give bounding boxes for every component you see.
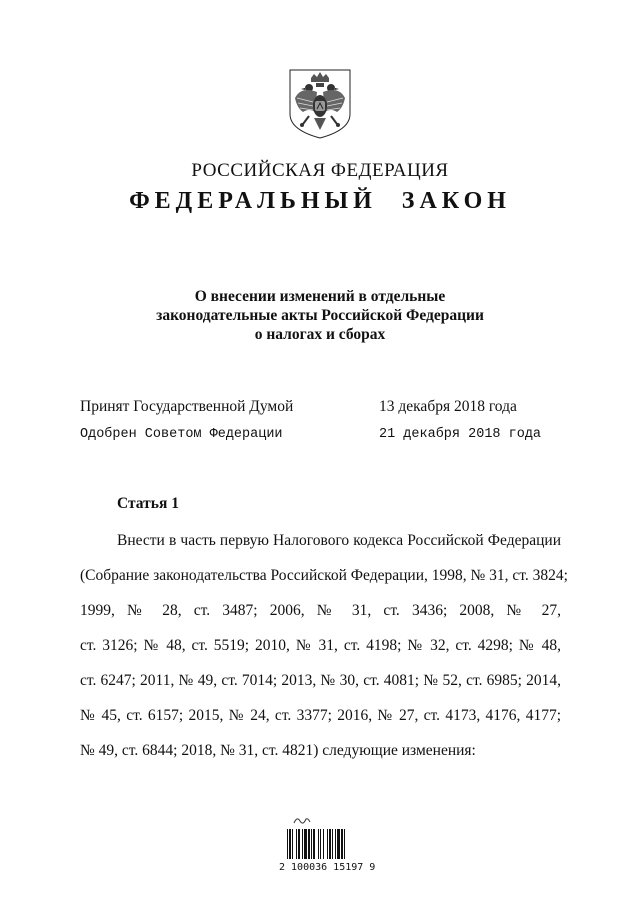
article-line: (Собрание законодательства Российской Федерации, 1998, № 31, ст. 3824; [80,567,568,584]
law-title-line: законодательные акты Российской Федерации [156,307,484,324]
article-line: № 45, ст. 6157; 2015, № 24, ст. 3377; 2016, № 27, ст. 4173, 4176, 4177; [80,707,561,724]
russian-coat-of-arms-icon [287,68,353,140]
law-title-line: о налогах и сборах [254,326,386,343]
article-line: ст. 6247; 2011, № 49, ст. 7014; 2013, № 30, ст. 4081; № 52, ст. 6985; 2014, [80,672,561,689]
barcode-icon [287,829,353,859]
document-type: ФЕДЕРАЛЬНЫЙ ЗАКОН [129,188,511,214]
article-body [80,523,568,768]
adoption-label: Принят Государственной Думой [80,398,294,415]
article-line: 1999, № 28, ст. 3487; 2006, № 31, ст. 3436; 2008, № 27, [80,602,561,619]
adoption-date: 13 декабря 2018 года [379,398,517,415]
article-line: ст. 3126; № 48, ст. 5519; 2010, № 31, ст. 4198; № 32, ст. 4298; № 48, [80,637,561,654]
law-title-line: О внесении изменений в отдельные [194,288,446,305]
approval-label: Одобрен Советом Федерации [80,427,283,442]
barcode-stripe [345,829,347,859]
barcode-number: 2 100036 15197 9 [279,862,376,873]
article-line: Внести в часть первую Налогового кодекса Российской Федерации [117,532,561,549]
article-line: № 49, ст. 6844; 2018, № 31, ст. 4821) следующие изменения: [80,742,476,759]
handwritten-mark-icon [293,815,311,825]
country-name: РОССИЙСКАЯ ФЕДЕРАЦИЯ [191,160,449,181]
approval-date: 21 декабря 2018 года [379,427,542,442]
article-heading: Статья 1 [117,495,179,512]
law-title [0,287,640,344]
